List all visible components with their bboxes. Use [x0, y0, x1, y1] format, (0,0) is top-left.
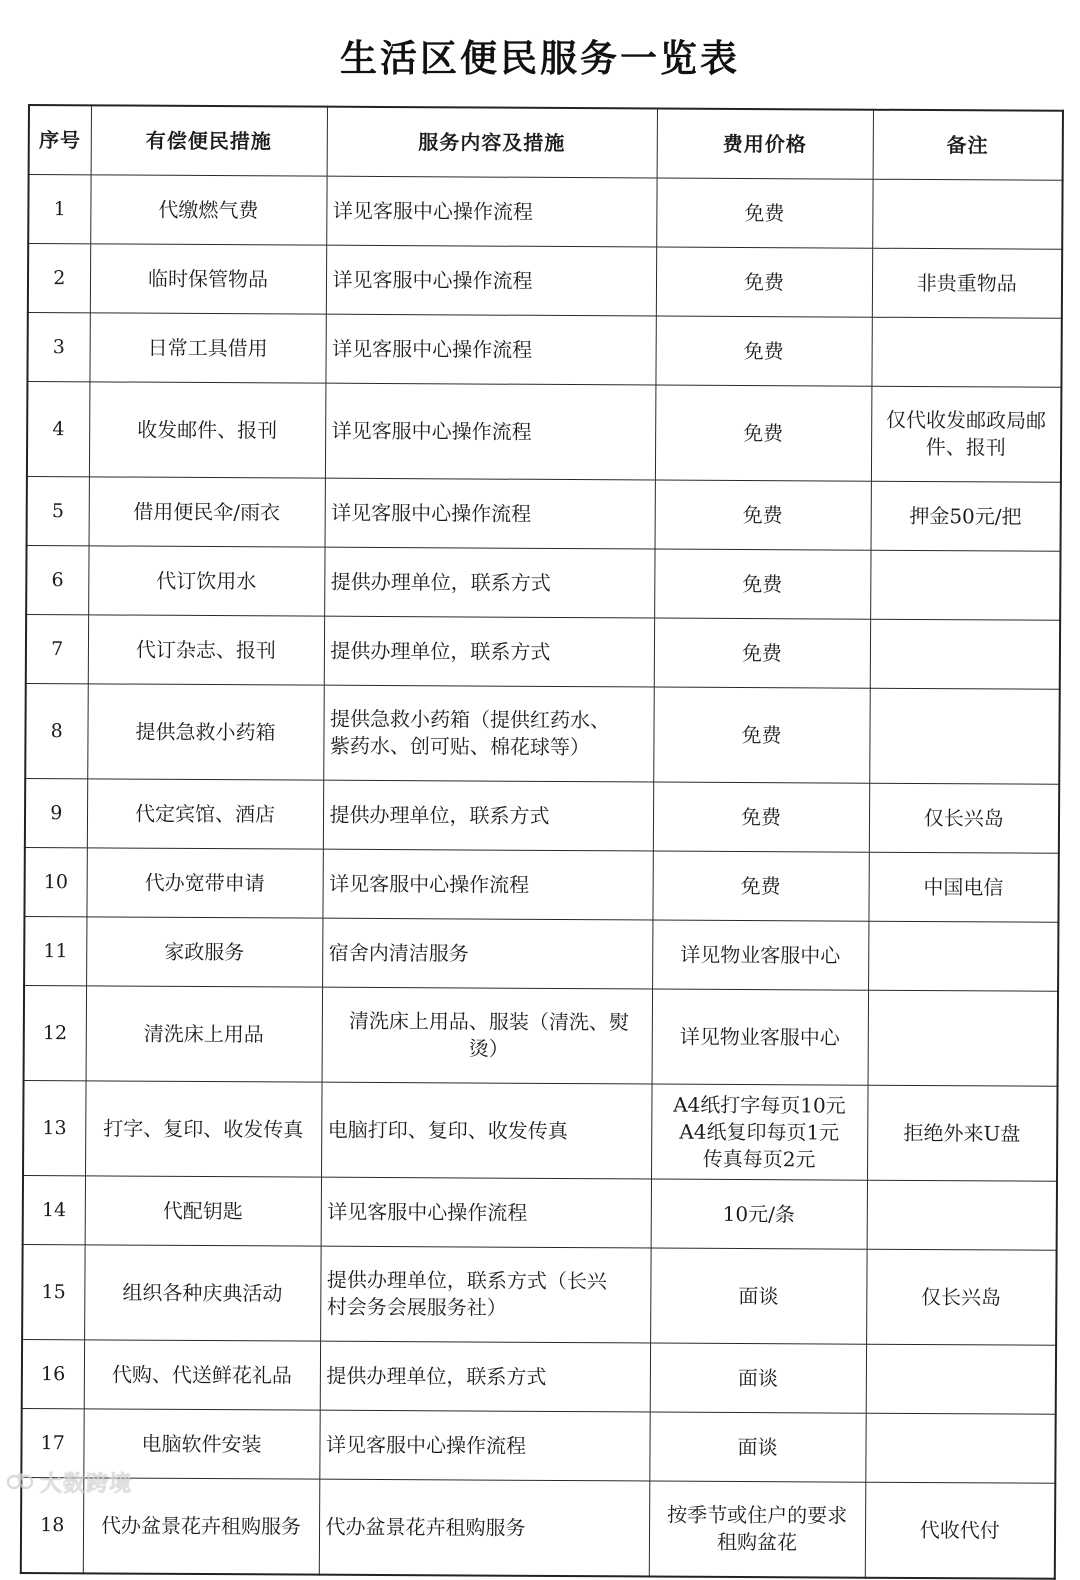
cell-note: 拒绝外来U盘: [867, 1085, 1058, 1181]
cell-measure: 组织各种庆典活动: [84, 1245, 321, 1341]
cell-content: 提供急救小药箱（提供红药水、 紫药水、创可贴、棉花球等）: [323, 685, 654, 782]
cell-content: 电脑打印、复印、收发传真: [321, 1082, 652, 1179]
cell-note: 仅长兴岛: [866, 1249, 1057, 1345]
cell-note: [866, 1344, 1056, 1414]
cell-price: 免费: [655, 480, 871, 550]
table-row: [27, 382, 1062, 483]
cell-note: 仅代收发邮政局邮 件、报刊: [871, 386, 1062, 482]
table-row: [26, 545, 1060, 620]
cell-note: 代收代付: [865, 1482, 1056, 1579]
cell-note: [872, 179, 1062, 249]
watermark-text: 大数跨境: [40, 1471, 133, 1497]
cell-no: 15: [22, 1244, 85, 1339]
cell-measure: 代购、代送鲜花礼品: [84, 1340, 320, 1410]
cell-note: [868, 921, 1058, 991]
table-row: [24, 847, 1058, 922]
cell-measure: 打字、复印、收发传真: [85, 1081, 322, 1177]
cell-content: 代办盆景花卉租购服务: [319, 1479, 650, 1576]
cell-measure: 代定宾馆、酒店: [87, 779, 323, 849]
cell-measure: 收发邮件、报刊: [89, 382, 326, 478]
table-body: [21, 175, 1063, 1579]
table-row: [21, 1477, 1056, 1578]
table-row: [28, 244, 1062, 319]
cell-no: 8: [25, 683, 88, 778]
cell-measure: 日常工具借用: [89, 313, 325, 383]
cell-note: 非贵重物品: [872, 248, 1062, 318]
cell-note: [870, 550, 1060, 620]
cell-price: 面谈: [650, 1343, 866, 1413]
cell-content: 详见客服中心操作流程: [326, 176, 656, 247]
cell-content: 提供办理单位，联系方式: [324, 547, 654, 618]
cell-measure: 电脑软件安装: [83, 1409, 319, 1479]
cell-note: [868, 990, 1059, 1086]
header-note: 备注: [873, 110, 1063, 181]
watermark: [6, 1466, 132, 1498]
table-header: [29, 105, 1063, 180]
cell-price: 免费: [655, 385, 872, 481]
cell-measure: 代缴燃气费: [90, 175, 326, 245]
cell-price: A4纸打字每页10元 A4纸复印每页1元 传真每页2元: [651, 1084, 868, 1180]
cell-measure: 借用便民伞/雨衣: [89, 477, 325, 547]
cell-measure: 清洗床上用品: [86, 986, 323, 1082]
header-row: [29, 105, 1063, 180]
cell-price: 详见物业客服中心: [652, 989, 869, 1085]
cell-measure: 提供急救小药箱: [87, 684, 324, 780]
cell-no: 6: [26, 545, 88, 614]
table-row: [24, 916, 1058, 991]
table-row: [26, 614, 1060, 689]
cell-no: 3: [27, 313, 89, 382]
table-row: [22, 1244, 1057, 1345]
cell-price: 免费: [656, 178, 872, 248]
cell-measure: 代配钥匙: [85, 1176, 321, 1246]
table-row: [22, 1339, 1056, 1414]
cell-content: 详见客服中心操作流程: [325, 383, 656, 480]
table-row: [23, 1175, 1057, 1250]
cell-measure: 代办宽带申请: [86, 848, 322, 918]
table-row: [21, 1408, 1055, 1483]
cell-note: 仅长兴岛: [869, 783, 1059, 853]
cell-measure: 代订饮用水: [88, 546, 324, 616]
cell-no: 10: [24, 847, 86, 916]
cell-content: 详见客服中心操作流程: [322, 849, 652, 920]
page-title: 生活区便民服务一览表: [340, 37, 740, 80]
cell-content: 提供办理单位，联系方式（长兴 村会务会展服务社）: [320, 1246, 651, 1343]
cell-no: 4: [27, 382, 90, 477]
cell-content: 提供办理单位，联系方式: [320, 1341, 650, 1412]
header-price: 费用价格: [657, 109, 873, 180]
cell-price: 免费: [653, 782, 869, 852]
cell-no: 17: [21, 1408, 83, 1477]
header-measure: 有偿便民措施: [91, 105, 327, 176]
cell-note: [867, 1180, 1057, 1250]
cell-price: 详见物业客服中心: [652, 920, 868, 990]
cell-no: 12: [24, 985, 87, 1080]
header-content: 服务内容及措施: [327, 107, 657, 178]
table-row: [23, 1080, 1058, 1181]
cell-content: 提供办理单位，联系方式: [324, 616, 654, 687]
cell-price: 免费: [656, 247, 872, 317]
cell-no: 5: [27, 476, 89, 545]
cell-measure: 家政服务: [86, 917, 322, 987]
cell-content: 清洗床上用品、服装（清洗、熨 烫）: [322, 987, 653, 1084]
cell-content: 详见客服中心操作流程: [326, 245, 656, 316]
cell-price: 面谈: [649, 1412, 865, 1482]
cell-no: 11: [24, 916, 86, 985]
table-row: [28, 175, 1062, 250]
cell-price: 按季节或住户的要求 租购盆花: [649, 1481, 866, 1578]
cell-note: [871, 317, 1061, 387]
cell-no: 7: [26, 614, 88, 683]
cell-price: 面谈: [650, 1248, 867, 1344]
cell-no: 18: [21, 1477, 84, 1573]
header-no: 序号: [29, 105, 91, 175]
cell-content: 详见客服中心操作流程: [325, 478, 655, 549]
service-table-wrapper: [20, 104, 1062, 1580]
cell-content: 详见客服中心操作流程: [325, 314, 655, 385]
cell-no: 16: [22, 1339, 84, 1408]
table-row: [25, 683, 1060, 784]
logo-icon: [6, 1469, 36, 1495]
cell-price: 免费: [653, 687, 870, 783]
cell-note: [869, 688, 1060, 784]
cell-no: 14: [23, 1175, 85, 1244]
cell-content: 宿舍内清洁服务: [322, 918, 652, 989]
cell-content: 详见客服中心操作流程: [319, 1410, 649, 1481]
cell-no: 1: [28, 175, 90, 244]
cell-measure: 代订杂志、报刊: [88, 615, 324, 685]
table-row: [27, 476, 1061, 551]
cell-measure: 临时保管物品: [90, 244, 326, 314]
table-row: [25, 778, 1059, 853]
table-row: [27, 313, 1061, 388]
cell-price: 免费: [652, 851, 868, 921]
cell-price: 免费: [655, 316, 871, 386]
cell-no: 13: [23, 1080, 86, 1175]
cell-no: 9: [25, 778, 87, 847]
cell-note: 押金50元/把: [871, 481, 1061, 551]
cell-note: [870, 619, 1060, 689]
cell-content: 提供办理单位，联系方式: [323, 780, 653, 851]
cell-content: 详见客服中心操作流程: [321, 1177, 651, 1248]
cell-price: 免费: [654, 549, 870, 619]
cell-measure: 代办盆景花卉租购服务: [83, 1478, 320, 1575]
cell-no: 2: [28, 244, 90, 313]
service-table: [20, 104, 1064, 1580]
cell-note: 中国电信: [868, 852, 1058, 922]
cell-price: 免费: [654, 618, 870, 688]
cell-price: 10元/条: [651, 1179, 867, 1249]
table-row: [24, 985, 1059, 1086]
cell-note: [865, 1413, 1055, 1483]
